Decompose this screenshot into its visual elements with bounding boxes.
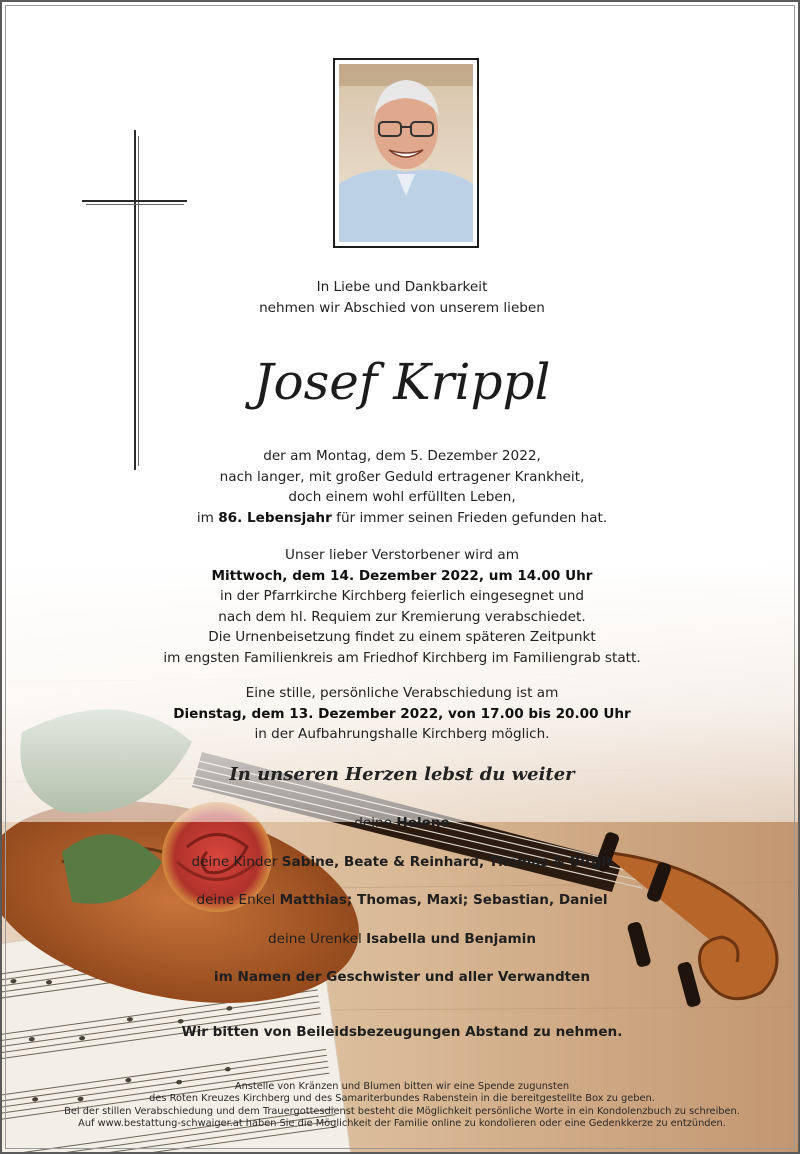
mourner-line — [102, 813, 702, 852]
mourner-names: Sabine, Beate & Reinhard, Thomas & Birgit — [281, 853, 613, 870]
viewing-date: Dienstag, dem 13. Dezember 2022, von 17.00 bis 20.00 Uhr — [173, 705, 631, 722]
condolence-request: Wir bitten von Beileidsbezeugungen Abstand zu nehmen. — [181, 1024, 623, 1040]
mourner-label: deine Urenkel — [267, 930, 362, 947]
text-line: Eine stille, persönliche Verabschiedung ist am — [245, 685, 559, 701]
mourner-line — [102, 967, 702, 1006]
mourner-line — [102, 890, 702, 929]
text-line — [102, 704, 702, 725]
footer-line: Bei der stillen Verabschiedung und dem Trauergottesdienst besteht die Möglichkeit persönliche Worte in ein Kondolenzbuch zu schreiben. — [64, 1105, 740, 1117]
mourners-list — [102, 813, 702, 1006]
death-paragraph — [102, 446, 702, 528]
mourner-label: deine — [354, 815, 393, 831]
text-line: nach dem hl. Requiem zur Kremierung verabschiedet. — [218, 608, 586, 625]
funeral-date: Mittwoch, dem 14. Dezember 2022, um 14.00 Uhr — [211, 567, 593, 584]
mourner-names: Helene — [396, 815, 450, 831]
intro-line: nehmen wir Abschied von unserem lieben — [259, 299, 545, 316]
portrait-image — [339, 64, 473, 242]
viewing-paragraph — [102, 683, 702, 745]
footer-line: Anstelle von Kränzen und Blumen bitten wir eine Spende zugunsten — [234, 1081, 570, 1092]
mourner-label: deine Kinder — [191, 853, 278, 870]
mourner-names: im Namen der Geschwister und aller Verwandten — [213, 969, 591, 985]
footer-line: des Roten Kreuzes Kirchberg und des Samariterbundes Rabenstein in die bereitgestellte Box zu geben. — [149, 1093, 655, 1105]
text-line: Die Urnenbeisetzung findet zu einem späteren Zeitpunkt — [208, 629, 596, 646]
text-line — [102, 508, 702, 529]
line-prefix: im — [196, 509, 214, 526]
footer-note — [42, 1081, 762, 1131]
text-line: im engsten Familienkreis am Friedhof Kirchberg im Familiengrab statt. — [163, 649, 641, 666]
text-line: in der Pfarrkirche Kirchberg feierlich eingesegnet und — [219, 588, 585, 605]
mourner-names: Isabella und Benjamin — [366, 930, 537, 947]
portrait-photo — [333, 58, 479, 248]
text-line: doch einem wohl erfüllten Leben, — [288, 489, 516, 506]
intro-line: In Liebe und Dankbarkeit — [316, 279, 488, 295]
line-suffix: für immer seinen Frieden gefunden hat. — [336, 509, 608, 526]
text-line: in der Aufbahrungshalle Kirchberg möglich. — [254, 726, 550, 743]
text-line: nach langer, mit großer Geduld ertragener Krankheit, — [219, 468, 585, 485]
age-bold: 86. Lebensjahr — [218, 509, 332, 526]
motto: In unseren Herzen lebst du weiter — [229, 764, 575, 785]
text-line — [102, 566, 702, 587]
text-line: der am Montag, dem 5. Dezember 2022, — [263, 448, 541, 464]
funeral-paragraph — [102, 545, 702, 669]
intro-text — [102, 277, 702, 318]
mourner-line — [102, 929, 702, 968]
deceased-name: Josef Krippl — [253, 353, 551, 411]
mourner-label: deine Enkel — [196, 892, 276, 908]
text-line: Unser lieber Verstorbener wird am — [285, 547, 519, 563]
footer-line: Auf www.bestattung-schwaiger.at haben Sie die Möglichkeit der Familie online zu kondolieren oder eine Gedenkkerze zu entzünden. — [78, 1118, 726, 1130]
mourner-line — [102, 852, 702, 891]
mourner-names: Matthias; Thomas, Maxi; Sebastian, Daniel — [279, 892, 608, 908]
